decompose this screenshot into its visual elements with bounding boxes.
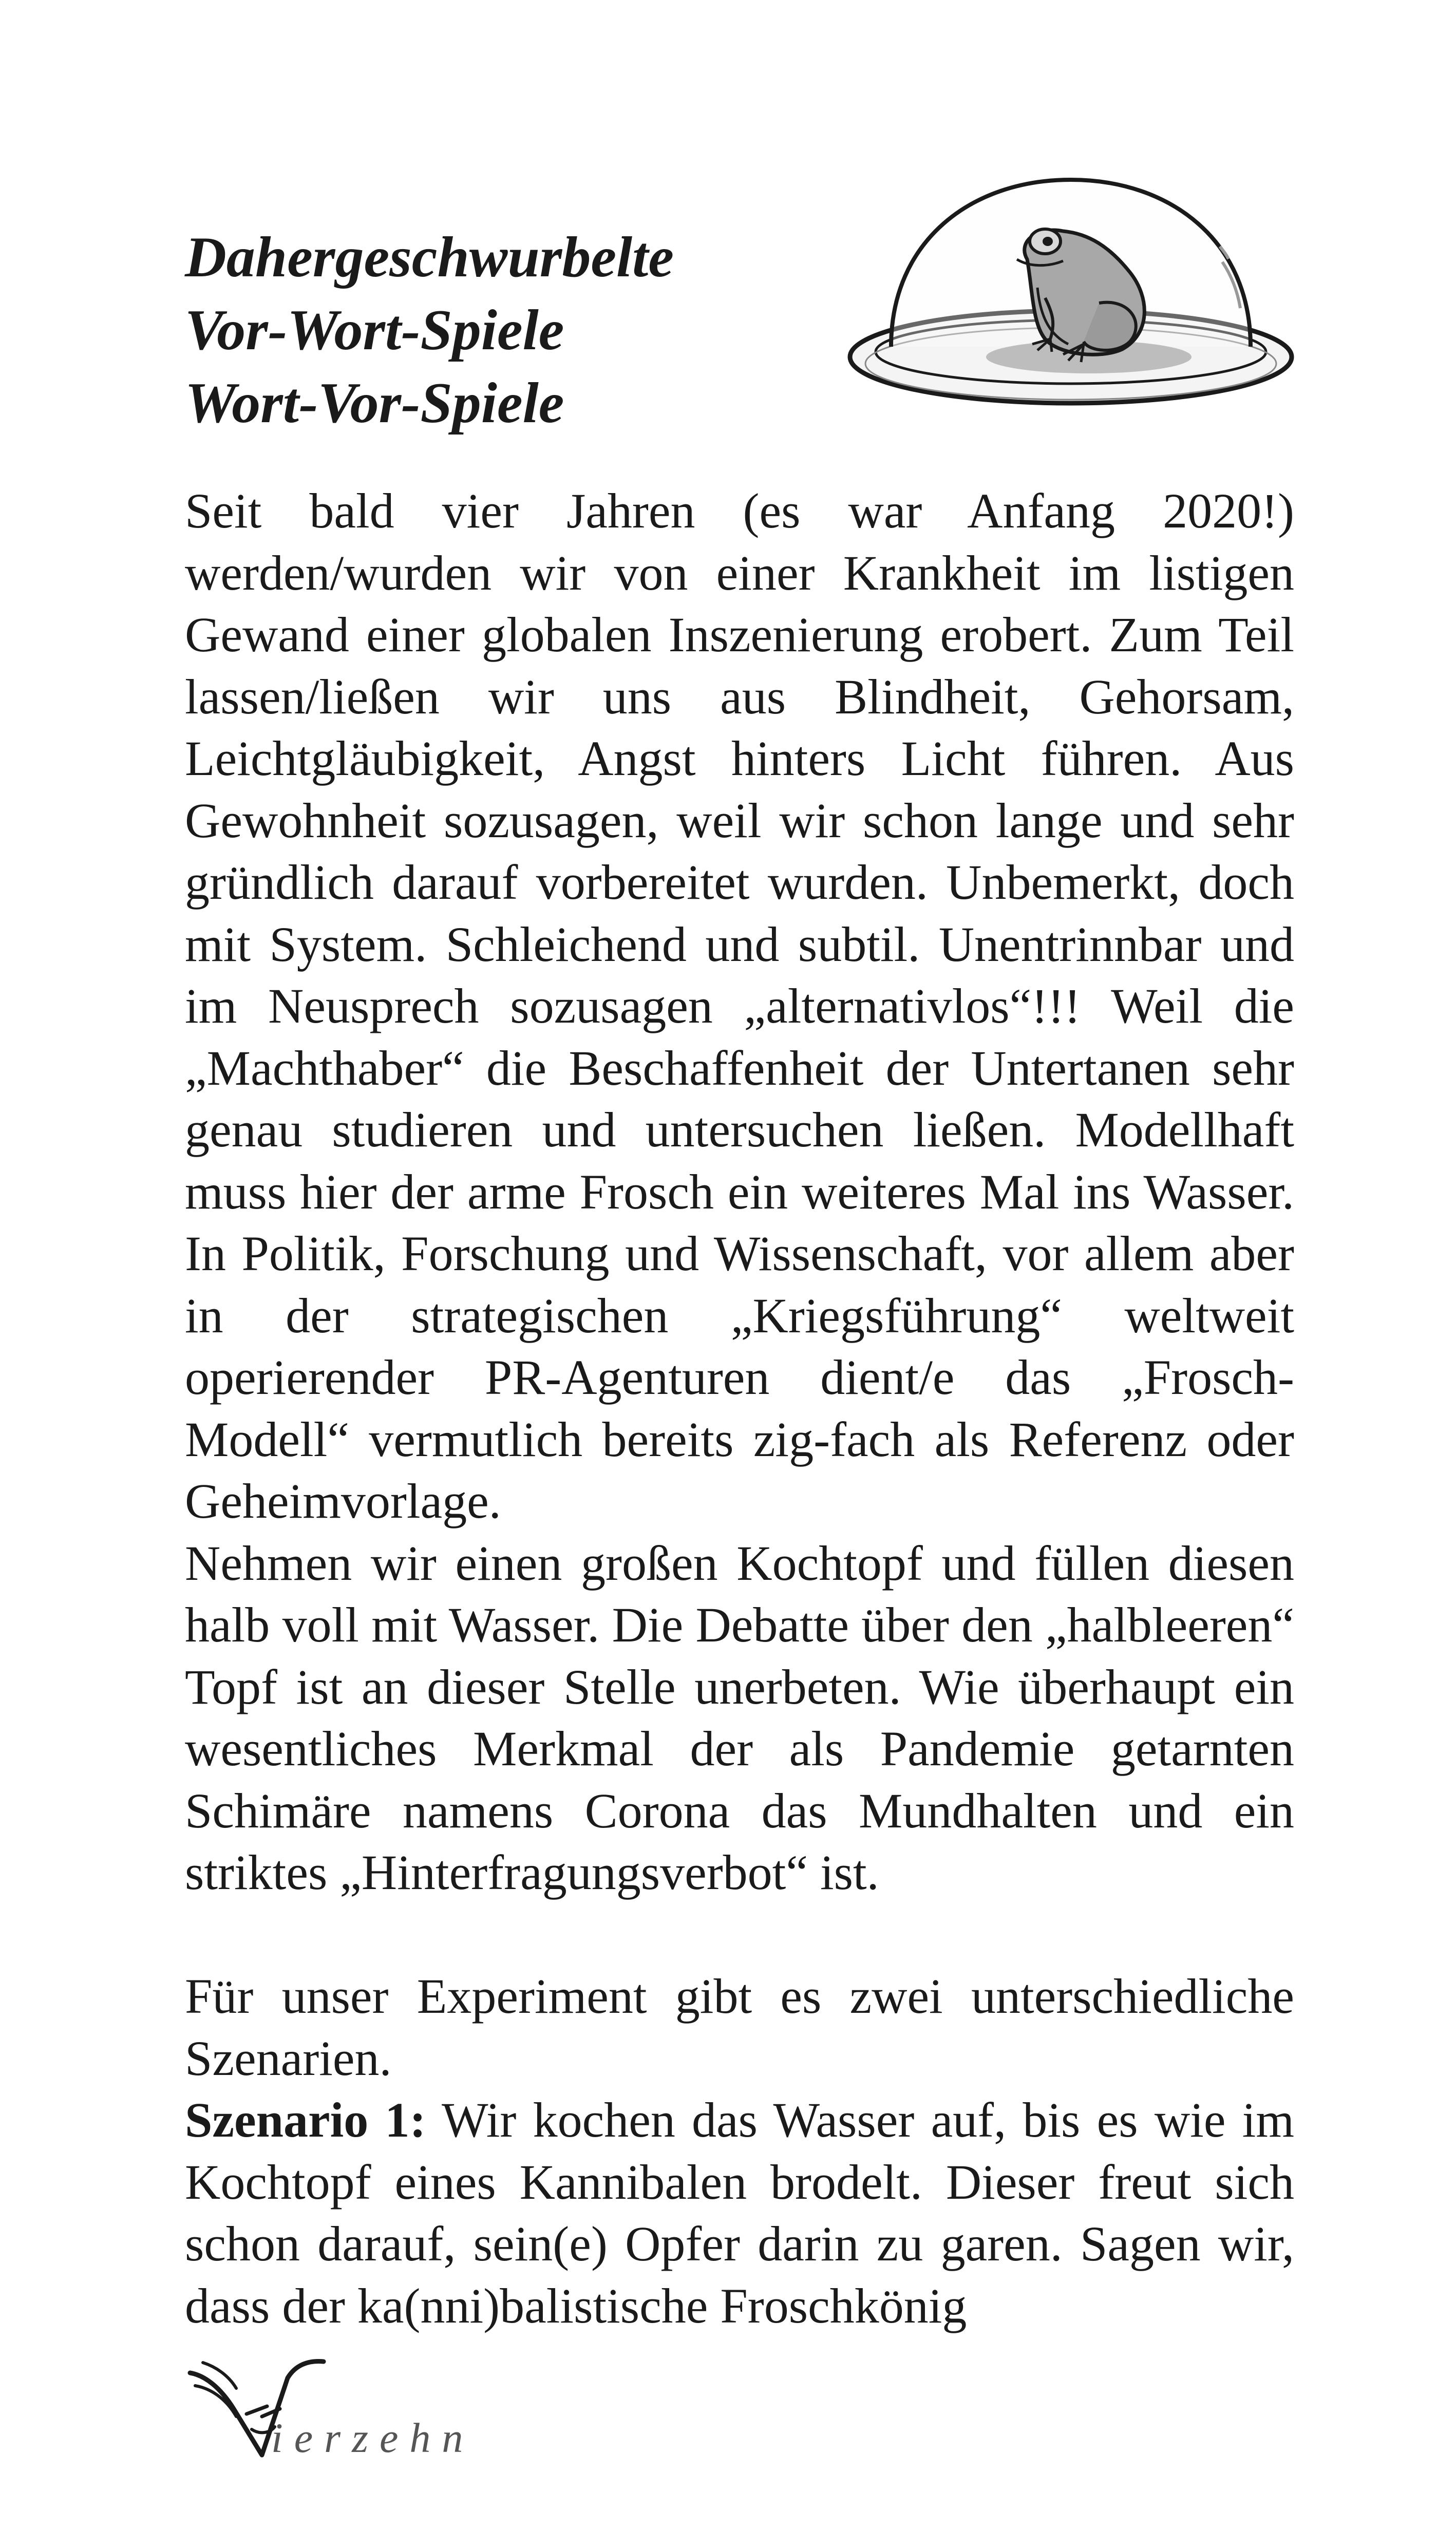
paragraph-1: Seit bald vier Jahren (es war Anfang 2020!) werden/wurden wir von einer Krankheit im listigen Gewand einer globalen Inszenierung erobert. Zum Teil lassen/ließen wir uns aus Blindheit, Gehorsam, Leichtgläubigkeit, Angst hinters Licht führen. Aus Gewohnheit sozusagen, weil wir schon lange und sehr gründlich darauf vorbereitet wurden. Unbemerkt, doch mit System. Schleichend und subtil. Unentrinnbar und im Neusprech sozusagen „alternativlos“!!! Weil die „Machthaber“ die Beschaffenheit der Untertanen sehr genau studieren und untersuchen ließen. Modellhaft muss hier der arme Frosch ein weiteres Mal ins Wasser. In Politik, Forschung und Wissenschaft, vor allem aber in der strategischen „Kriegsführung“ weltweit operierender PR-Agenturen dient/e das „Frosch-Modell“ vermutlich bereits zig-fach als Referenz oder Geheimvorlage. [185,483,1294,1528]
scenario-text: Wir kochen das Wasser auf, bis es wie im Kochtopf eines Kannibalen brodelt. Dieser freut sich schon darauf, sein(e) Opfer darin zu garen. Sagen wir, dass der ka(nni)balistische Froschkönig [185,2092,1295,2333]
paragraph-2: Nehmen wir einen großen Kochtopf und füllen diesen halb voll mit Wasser. Die Debatte über den „halbleeren“ Topf ist an dieser Stelle unerbeten. Wie überhaupt ein wesentliches Merkmal der als Pandemie getarnten Schimäre namens Corona das Mundhalten und ein striktes „Hinterfragungsverbot“ ist. [185,1535,1294,1900]
title-line-3: Wort-Vor-Spiele [185,371,564,435]
title-line-1: Dahergeschwurbelte [185,225,674,289]
paragraph-4 [185,2089,1294,2337]
frog-under-glass-dome-icon [842,169,1299,411]
publisher-wordmark: ierzehn [271,2414,475,2461]
title-line-2: Vor-Wort-Spiele [185,298,564,362]
scenario-label: Szenario 1: [185,2092,426,2147]
chapter-title [185,221,853,440]
paragraph-3: Für unser Experiment gibt es zwei unterschiedliche Szenarien. [185,1969,1294,2086]
body-text [185,480,1294,2337]
